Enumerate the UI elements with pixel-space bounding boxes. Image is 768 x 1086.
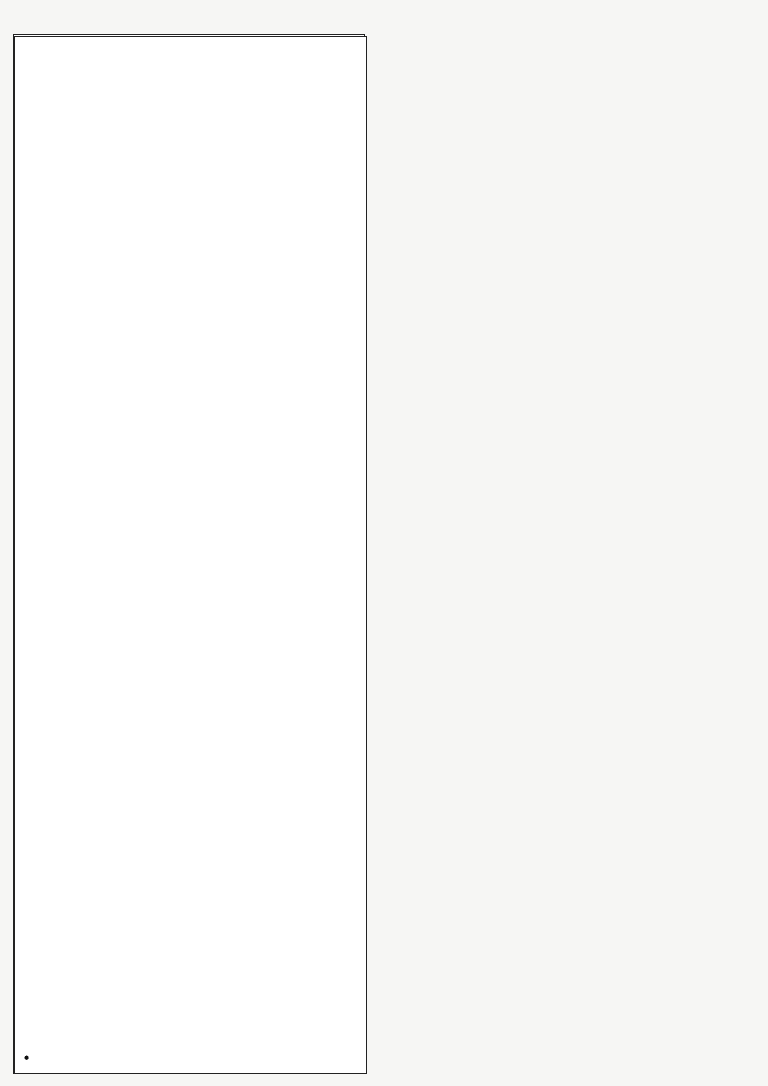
schemes-region: [17, 378, 295, 1068]
